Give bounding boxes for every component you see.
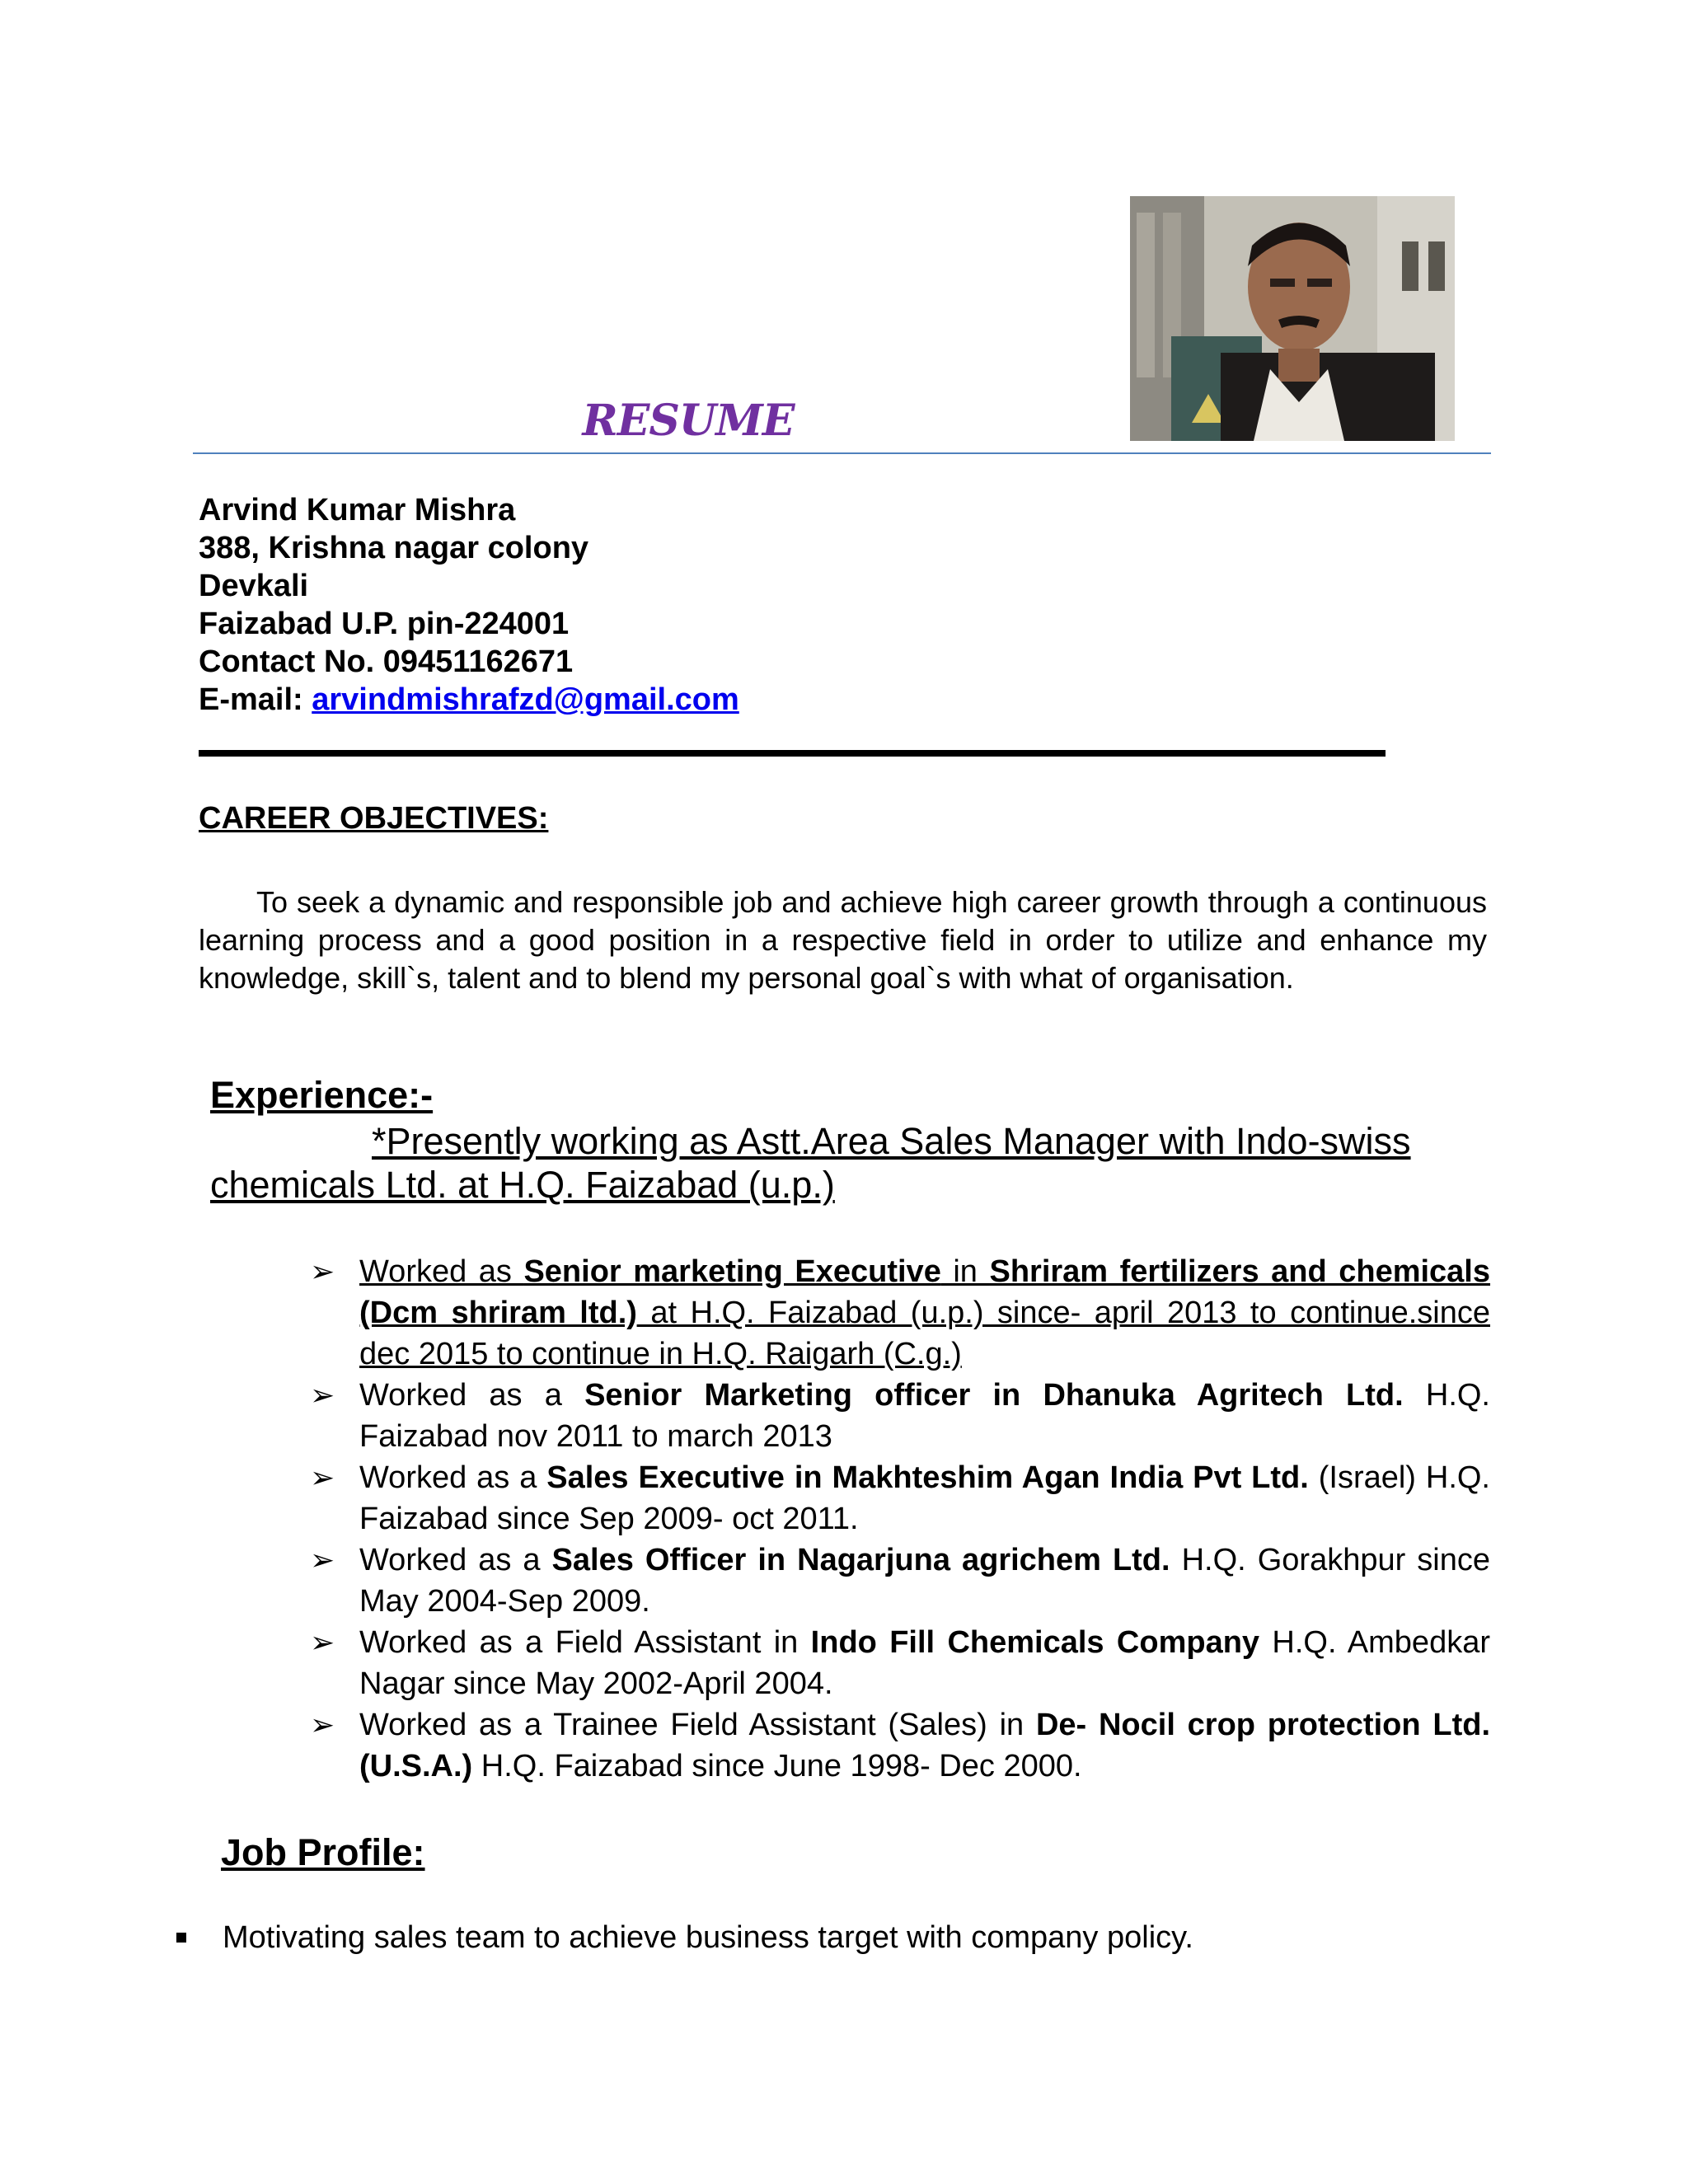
career-objectives-heading: CAREER OBJECTIVES: [199,801,549,836]
contact-number: Contact No. 09451162671 [199,644,574,679]
job-profile-heading: Job Profile: [221,1831,425,1873]
title-divider [193,452,1491,454]
career-objectives-text: To seek a dynamic and responsible job and achieve high career growth through a continuous learning process and a good position in a respective field in order to utilize and enhance my knowledge, skill`s, talent and to blend my personal goal`s with what of organisation. [199,885,1487,995]
arrowhead-bullet-icon: ➢ [310,1625,335,1659]
address-line-1: 388, Krishna nagar colony [199,531,589,565]
contact-block [199,491,1353,719]
arrowhead-bullet-icon: ➢ [310,1254,335,1288]
contact-divider [199,750,1386,757]
address-line-2: Devkali [199,569,309,603]
current-position: *Presently working as Astt.Area Sales Manager with Indo-swiss chemicals Ltd. at H.Q. Faizabad (u.p.) [210,1120,1411,1206]
email-link[interactable]: arvindmishrafzd@gmail.com [312,682,739,717]
experience-heading: Experience:- [210,1074,434,1116]
square-bullet-icon [176,1933,186,1943]
arrowhead-bullet-icon: ➢ [310,1378,335,1412]
experience-item: ➢ Worked as Senior marketing Executive in Shriram fertilizers and chemicals (Dcm shriram ltd.) at H.Q. Faizabad (u.p.) since- april 2013 to continue.since dec 2015 to continue in H.Q. Raigarh (C.g.) [310,1251,1490,1375]
experience-item: ➢ Worked as a Trainee Field Assistant (Sales) in De- Nocil crop protection Ltd. (U.S.A.) H.Q. Faizabad since June 1998- Dec 2000. [310,1704,1490,1787]
experience-item: ➢ Worked as a Sales Executive in Makhteshim Agan India Pvt Ltd. (Israel) H.Q. Faizabad since Sep 2009- oct 2011. [310,1457,1490,1540]
email-label: E-mail: [199,682,312,717]
profile-photo [1130,196,1455,441]
experience-list [310,1251,1490,1787]
experience-item: ➢ Worked as a Sales Officer in Nagarjuna agrichem Ltd. H.Q. Gorakhpur since May 2004-Sep 2009. [310,1540,1490,1622]
job-profile-item: Motivating sales team to achieve business target with company policy. [175,1917,1493,1958]
applicant-name: Arvind Kumar Mishra [199,493,516,527]
arrowhead-bullet-icon: ➢ [310,1460,335,1494]
email-line [199,681,1353,719]
experience-item: ➢ Worked as a Senior Marketing officer in Dhanuka Agritech Ltd. H.Q. Faizabad nov 2011 to march 2013 [310,1375,1490,1457]
page-title: RESUME [582,396,795,446]
arrowhead-bullet-icon: ➢ [310,1708,335,1741]
arrowhead-bullet-icon: ➢ [310,1543,335,1577]
experience-item: ➢ Worked as a Field Assistant in Indo Fill Chemicals Company H.Q. Ambedkar Nagar since May 2002-April 2004. [310,1622,1490,1704]
address-line-3: Faizabad U.P. pin-224001 [199,607,570,641]
job-profile-list [175,1917,1493,1958]
